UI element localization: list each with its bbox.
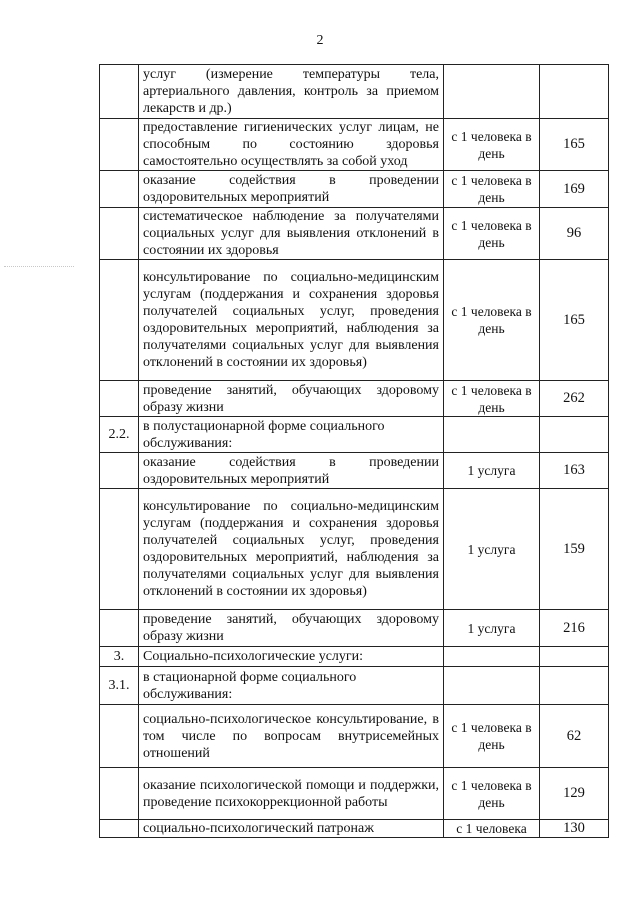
price-value: 96 [540, 208, 609, 260]
price-value: 130 [540, 820, 609, 838]
table-row [100, 820, 609, 838]
item-number [100, 489, 139, 610]
service-description: проведение занятий, обучающих здоровому образу жизни [139, 381, 444, 417]
service-description: оказание психологической помощи и поддержки, проведение психокоррекционной работы [139, 768, 444, 820]
section-number: 3. [100, 647, 139, 667]
item-number [100, 260, 139, 381]
table-row [100, 208, 609, 260]
unit-of-measure [444, 417, 540, 453]
unit-of-measure [444, 647, 540, 667]
table-row [100, 610, 609, 647]
price-value [540, 667, 609, 705]
item-number [100, 768, 139, 820]
table-row [100, 453, 609, 489]
table-row [100, 705, 609, 768]
table-row [100, 489, 609, 610]
price-value [540, 65, 609, 119]
price-value: 169 [540, 171, 609, 208]
section-title: в стационарной форме социального обслуживания: [139, 667, 444, 705]
service-description: оказание содействия в проведении оздоровительных мероприятий [139, 171, 444, 208]
table-row [100, 417, 609, 453]
service-description: социально-психологический патронаж [139, 820, 444, 838]
item-number [100, 453, 139, 489]
table-row [100, 381, 609, 417]
item-number [100, 820, 139, 838]
unit-of-measure: с 1 человека в день [444, 381, 540, 417]
unit-of-measure: с 1 человека в день [444, 705, 540, 768]
service-description: услуг (измерение температуры тела, артериального давления, контроль за приемом лекарств и др.) [139, 65, 444, 119]
price-value: 159 [540, 489, 609, 610]
unit-of-measure: с 1 человека в день [444, 208, 540, 260]
unit-of-measure [444, 667, 540, 705]
section-number: 3.1. [100, 667, 139, 705]
price-value: 216 [540, 610, 609, 647]
price-value [540, 647, 609, 667]
services-price-table [99, 64, 609, 838]
price-value: 163 [540, 453, 609, 489]
table-row [100, 260, 609, 381]
unit-of-measure: с 1 человека [444, 820, 540, 838]
item-number [100, 610, 139, 647]
price-value: 262 [540, 381, 609, 417]
service-description: консультирование по социально-медицинским услугам (поддержания и сохранения здоровья получателей социальных услуг, проведения оздоровительных мероприятий, наблюдения за получателями социальных услуг для выявления отклонений в состоянии их здоровья) [139, 260, 444, 381]
item-number [100, 171, 139, 208]
unit-of-measure: 1 услуга [444, 610, 540, 647]
table-row [100, 667, 609, 705]
table-row [100, 65, 609, 119]
price-value: 62 [540, 705, 609, 768]
service-description: систематическое наблюдение за получателями социальных услуг для выявления отклонений в состоянии их здоровья [139, 208, 444, 260]
unit-of-measure: 1 услуга [444, 489, 540, 610]
service-description: предоставление гигиенических услуг лицам, не способным по состоянию здоровья самостоятельно осуществлять за собой уход [139, 119, 444, 171]
section-number: 2.2. [100, 417, 139, 453]
page-number: 2 [316, 33, 324, 48]
price-value: 165 [540, 260, 609, 381]
margin-mark [4, 266, 74, 267]
table-row [100, 647, 609, 667]
item-number [100, 208, 139, 260]
table-row [100, 119, 609, 171]
price-value: 129 [540, 768, 609, 820]
unit-of-measure: с 1 человека в день [444, 260, 540, 381]
item-number [100, 65, 139, 119]
unit-of-measure: с 1 человека в день [444, 119, 540, 171]
item-number [100, 119, 139, 171]
table-row [100, 171, 609, 208]
item-number [100, 381, 139, 417]
item-number [100, 705, 139, 768]
section-title: в полустационарной форме социального обслуживания: [139, 417, 444, 453]
unit-of-measure: с 1 человека в день [444, 768, 540, 820]
unit-of-measure: 1 услуга [444, 453, 540, 489]
price-value: 165 [540, 119, 609, 171]
service-description: проведение занятий, обучающих здоровому образу жизни [139, 610, 444, 647]
price-value [540, 417, 609, 453]
table-row [100, 768, 609, 820]
service-description: социально-психологическое консультирование, в том числе по вопросам внутрисемейных отношений [139, 705, 444, 768]
unit-of-measure: с 1 человека в день [444, 171, 540, 208]
service-description: оказание содействия в проведении оздоровительных мероприятий [139, 453, 444, 489]
section-title: Социально-психологические услуги: [139, 647, 444, 667]
unit-of-measure [444, 65, 540, 119]
service-description: консультирование по социально-медицинским услугам (поддержания и сохранения здоровья получателей социальных услуг, проведения оздоровительных мероприятий, наблюдения за получателями социальных услуг для выявления отклонений в состоянии их здоровья) [139, 489, 444, 610]
